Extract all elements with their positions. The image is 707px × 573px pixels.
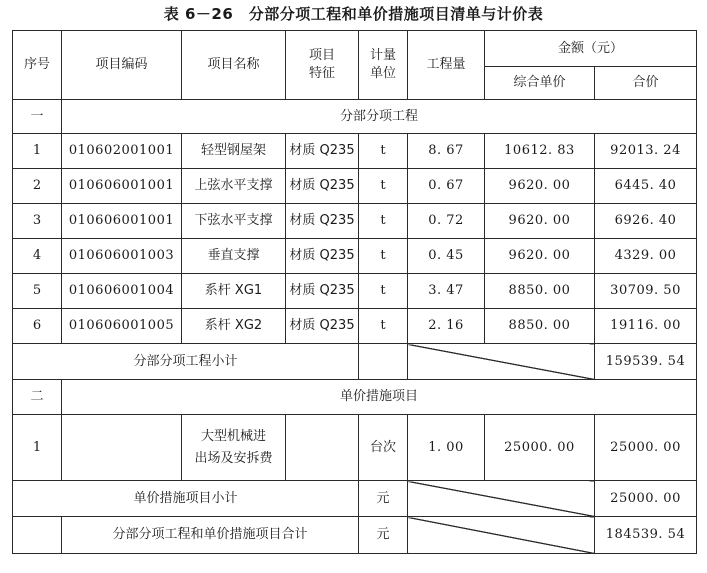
table-title: 表 6－26 分部分项工程和单价措施项目清单与计价表 [163, 5, 544, 23]
row-price: 9620. 00 [485, 169, 595, 204]
row-qty: 0. 67 [408, 169, 485, 204]
row-code: 010606001004 [62, 274, 182, 309]
row-price: 9620. 00 [485, 239, 595, 274]
row-name: 上弦水平支撑 [182, 169, 286, 204]
section1-subtotal-diagonal [408, 344, 595, 380]
section2-seq: 二 [13, 380, 62, 415]
row-name: 系杆 XG1 [182, 274, 286, 309]
section2-subtotal-value: 25000. 00 [595, 481, 697, 517]
row-total: 25000. 00 [595, 415, 697, 481]
row-qty: 3. 47 [408, 274, 485, 309]
table-row [13, 204, 697, 239]
grand-total-seq-empty [13, 517, 62, 554]
row-price: 8850. 00 [485, 274, 595, 309]
row-feature: 材质 Q235 [286, 169, 359, 204]
row-unit: t [359, 204, 408, 239]
table-row [13, 415, 697, 481]
row-name: 大型机械进 出场及安拆费 [182, 415, 286, 481]
header-unit: 计量 单位 [359, 31, 408, 100]
row-code: 010606001005 [62, 309, 182, 344]
section2-subtotal-unit: 元 [359, 481, 408, 517]
section1-subtotal-label: 分部分项工程小计 [13, 344, 359, 380]
row-name: 下弦水平支撑 [182, 204, 286, 239]
section1-seq: 一 [13, 100, 62, 134]
row-name: 系杆 XG2 [182, 309, 286, 344]
row-seq: 1 [13, 134, 62, 169]
row-price: 10612. 83 [485, 134, 595, 169]
row-seq: 3 [13, 204, 62, 239]
section2-subtotal-diagonal [408, 481, 595, 517]
row-code: 010602001001 [62, 134, 182, 169]
row-feature: 材质 Q235 [286, 134, 359, 169]
table-row [13, 309, 697, 344]
header-seq: 序号 [13, 31, 62, 100]
row-qty: 2. 16 [408, 309, 485, 344]
grand-total-value: 184539. 54 [595, 517, 697, 554]
bill-of-quantities-table [12, 30, 697, 554]
row-total: 4329. 00 [595, 239, 697, 274]
row-total: 30709. 50 [595, 274, 697, 309]
row-unit: t [359, 309, 408, 344]
row-feature: 材质 Q235 [286, 239, 359, 274]
row-code: 010606001001 [62, 204, 182, 239]
row-qty: 0. 72 [408, 204, 485, 239]
header-unit-price: 综合单价 [485, 67, 595, 100]
row-name: 轻型钢屋架 [182, 134, 286, 169]
row-feature: 材质 Q235 [286, 309, 359, 344]
row-total: 6445. 40 [595, 169, 697, 204]
row-qty: 0. 45 [408, 239, 485, 274]
row-seq: 2 [13, 169, 62, 204]
header-total: 合价 [595, 67, 697, 100]
row-qty: 8. 67 [408, 134, 485, 169]
grand-total-unit: 元 [359, 517, 408, 554]
section2-subtotal-label: 单价措施项目小计 [13, 481, 359, 517]
table-row [13, 134, 697, 169]
row-price: 9620. 00 [485, 204, 595, 239]
table-row [13, 169, 697, 204]
row-unit: 台次 [359, 415, 408, 481]
table-row [13, 274, 697, 309]
row-seq: 1 [13, 415, 62, 481]
row-code: 010606001003 [62, 239, 182, 274]
table-row [13, 239, 697, 274]
row-qty: 1. 00 [408, 415, 485, 481]
row-unit: t [359, 134, 408, 169]
header-name: 项目名称 [182, 31, 286, 100]
row-unit: t [359, 239, 408, 274]
row-code [62, 415, 182, 481]
row-total: 19116. 00 [595, 309, 697, 344]
row-seq: 4 [13, 239, 62, 274]
row-feature [286, 415, 359, 481]
row-price: 25000. 00 [485, 415, 595, 481]
header-feature: 项目 特征 [286, 31, 359, 100]
row-code: 010606001001 [62, 169, 182, 204]
header-code: 项目编码 [62, 31, 182, 100]
row-total: 6926. 40 [595, 204, 697, 239]
grand-total-label: 分部分项工程和单价措施项目合计 [62, 517, 359, 554]
row-feature: 材质 Q235 [286, 274, 359, 309]
row-name: 垂直支撑 [182, 239, 286, 274]
row-price: 8850. 00 [485, 309, 595, 344]
section1-subtotal-value: 159539. 54 [595, 344, 697, 380]
header-amount: 金额（元） [485, 31, 697, 67]
row-feature: 材质 Q235 [286, 204, 359, 239]
row-seq: 6 [13, 309, 62, 344]
row-seq: 5 [13, 274, 62, 309]
section1-subtotal-unit-empty [359, 344, 408, 380]
section1-title: 分部分项工程 [62, 100, 697, 134]
grand-total-diagonal [408, 517, 595, 554]
row-unit: t [359, 274, 408, 309]
row-total: 92013. 24 [595, 134, 697, 169]
row-unit: t [359, 169, 408, 204]
section2-title: 单价措施项目 [62, 380, 697, 415]
header-qty: 工程量 [408, 31, 485, 100]
